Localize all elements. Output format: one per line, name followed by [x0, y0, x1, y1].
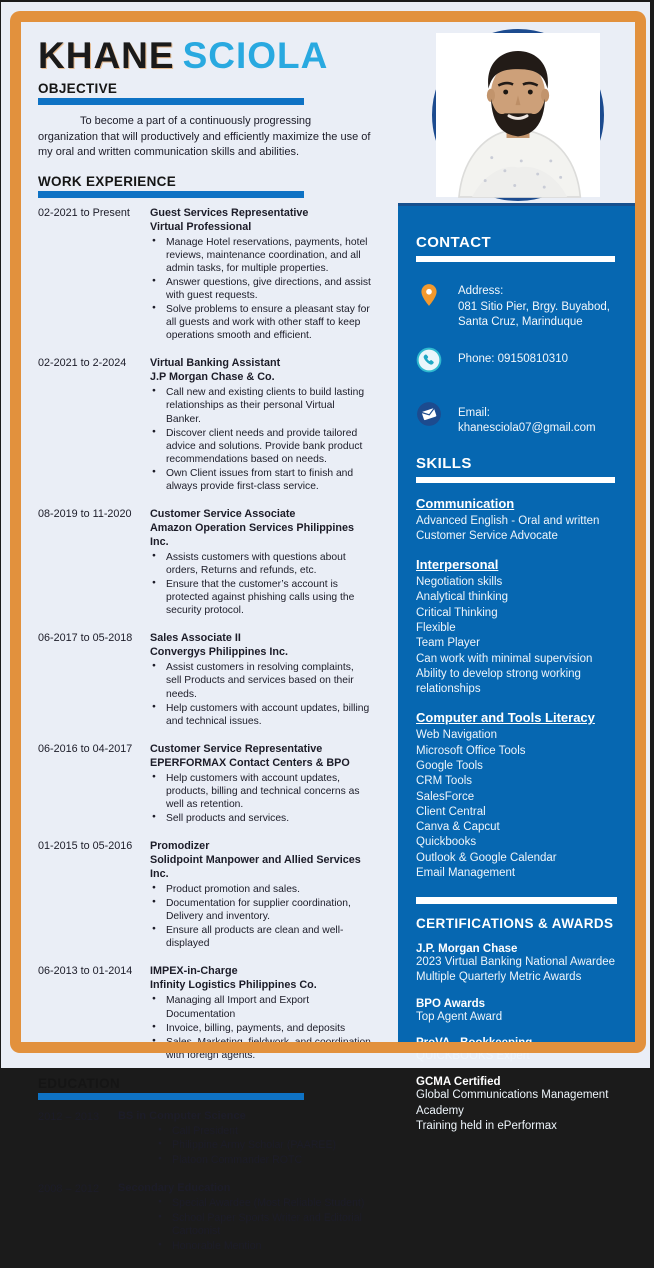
job-bullets	[152, 994, 371, 1061]
work-entry-dates: 01-2015 to 05-2016	[38, 840, 133, 852]
job-bullet: ● Documentation for supplier coordination, Delivery and inventory.	[152, 897, 371, 923]
job-company: Convergys Philippines Inc.	[150, 646, 288, 659]
contact-heading: CONTACT	[416, 234, 492, 251]
work-entry	[38, 631, 371, 728]
skills-section	[416, 455, 620, 882]
job-bullet: ● Invoice, billing, payments, and deposits	[152, 1022, 371, 1035]
work-entry-body	[150, 631, 371, 728]
work-entry-body	[150, 206, 371, 344]
job-bullets	[152, 236, 371, 343]
contact-address-row	[416, 282, 620, 331]
skill-group-title: Communication	[416, 495, 515, 511]
job-bullets	[152, 386, 371, 493]
contact-phone-row	[416, 347, 620, 373]
certification-title: J.P. Morgan Chase	[416, 943, 518, 956]
skill-item: CRM Tools	[416, 775, 473, 788]
job-title: Guest Services Representative	[150, 206, 309, 219]
work-entry-dates: 06-2016 to 04-2017	[38, 742, 133, 755]
objective-heading: OBJECTIVE	[38, 80, 118, 96]
work-entry-body	[150, 964, 371, 1062]
education-entry	[38, 1110, 371, 1168]
candidate-name	[38, 36, 371, 76]
contact-underline	[416, 256, 615, 262]
certification-line: Global Communications Management Academy	[416, 1089, 609, 1117]
objective-text: To become a part of a continuously progressing organization that will productively and efficiently maximize the use of my oral and written communication skills and abilities.	[38, 114, 371, 159]
work-entry-body	[150, 507, 371, 618]
work-entry	[38, 839, 371, 951]
certifications-list	[416, 943, 620, 1134]
job-company: Virtual Professional	[150, 220, 252, 233]
job-title: Customer Service Representative	[150, 742, 323, 755]
skill-item: Team Player	[416, 637, 480, 650]
skills-groups	[416, 496, 620, 882]
education-list	[38, 1110, 371, 1254]
skill-group	[416, 496, 620, 545]
job-bullet: ● Assists customers with questions about orders, Returns and refunds, etc.	[152, 551, 371, 577]
skill-item: Quickbooks	[416, 836, 477, 849]
skill-item: Client Central	[416, 805, 486, 818]
skill-item: Customer Service Advocate	[416, 529, 558, 542]
skill-item: Critical Thinking	[416, 606, 498, 619]
job-bullet: ● Ensure that the customer’s account is protected against phishing calls using the security protocol.	[152, 578, 371, 617]
job-bullet: ● Answer questions, give directions, and assist with guest requests.	[152, 276, 371, 302]
work-entry-dates: 06-2017 to 05-2018	[38, 632, 133, 645]
work-experience-heading: WORK EXPERIENCE	[38, 173, 177, 189]
certification-entry	[416, 1037, 620, 1064]
skill-group	[416, 557, 620, 697]
job-bullet: ● Help customers with account updates, billing and technical issues.	[152, 702, 371, 728]
certification-entry	[416, 998, 620, 1025]
education-entry	[38, 1182, 371, 1254]
education-title: Secondary Education	[118, 1182, 231, 1195]
skill-item: Microsoft Office Tools	[416, 744, 526, 757]
education-bullet: ● School Paper Sports Writer and Editorial Cartoonist	[158, 1212, 371, 1239]
skill-group-title: Interpersonal	[416, 557, 499, 573]
certification-title: ProVA - Bookkeeping	[416, 1037, 533, 1050]
education-entry-dates: 2012 – 2013	[38, 1110, 100, 1123]
job-company: Amazon Operation Services Philippines Inc.	[150, 521, 354, 548]
contact-email-row	[416, 401, 620, 437]
resume-paper	[1, 2, 650, 1252]
education-underline	[38, 1093, 304, 1100]
work-entry-body	[150, 356, 371, 494]
main-column	[38, 36, 371, 1268]
certification-line: QUICKBOOKS Expert	[416, 1050, 530, 1063]
skill-item: Outlook & Google Calendar	[416, 851, 557, 864]
job-company: Infinity Logistics Philippines Co.	[150, 979, 317, 992]
skill-item: Ability to develop strong working relationships	[416, 667, 581, 696]
work-entry-dates: 02-2021 to 2-2024	[38, 357, 127, 370]
skill-group	[416, 710, 620, 881]
job-bullet: ● Product promotion and sales.	[152, 883, 371, 896]
certification-title: GCMA Certified	[416, 1076, 501, 1089]
skill-item: Web Navigation	[416, 729, 497, 742]
skills-heading: SKILLS	[416, 454, 472, 472]
email-icon	[416, 401, 442, 427]
job-bullet: ● Own Client issues from start to finish and always provide first-class service.	[152, 467, 371, 493]
work-experience-underline	[38, 191, 304, 198]
job-bullet: ● Assist customers in resolving complaints, sell Products and services based on their needs.	[152, 661, 371, 700]
job-company: J.P Morgan Chase & Co.	[150, 371, 275, 384]
education-entry-body	[118, 1110, 371, 1168]
first-name: KHANE	[38, 35, 175, 76]
job-bullets	[152, 772, 371, 825]
profile-photo	[432, 29, 604, 201]
job-title: Virtual Banking Assistant	[150, 357, 281, 370]
contact-address-text	[458, 282, 610, 331]
certification-line: Top Agent Award	[416, 1010, 503, 1023]
work-experience-list	[38, 206, 371, 1063]
job-bullet: ● Call new and existing clients to build lasting relationships as their personal Virtual Banker.	[152, 386, 371, 425]
contact-rows	[416, 282, 620, 437]
job-title: Customer Service Associate	[150, 507, 296, 520]
certification-entry	[416, 943, 620, 986]
phone-icon	[416, 347, 442, 373]
job-title: IMPEX-in-Charge	[150, 965, 238, 978]
job-bullet: ● Sales, Marketing, fieldwork, and coordination with foreign agents.	[152, 1036, 371, 1062]
address-line: 081 Sitio Pier, Brgy. Buyabod,	[458, 300, 610, 313]
education-bullet: ● Honorable Mention	[158, 1240, 371, 1253]
work-entry-dates: 02-2021 to Present	[38, 206, 130, 219]
job-bullet: ● Managing all Import and Export Documentation	[152, 994, 371, 1020]
education-title: BS in Computer Science	[118, 1109, 246, 1122]
skill-item: Flexible	[416, 621, 456, 634]
job-company: Solidpoint Manpower and Allied Services Inc.	[150, 854, 361, 881]
work-entry-body	[150, 839, 371, 951]
skill-item: Analytical thinking	[416, 591, 509, 604]
skill-item: Google Tools	[416, 759, 483, 772]
work-entry	[38, 356, 371, 494]
job-bullet: ● Discover client needs and provide tailored advice and solutions. Provide bank product recommendations based on needs.	[152, 427, 371, 466]
contact-phone-text: Phone: 09150810310	[458, 352, 568, 365]
work-entry	[38, 507, 371, 618]
job-bullet: ● Solve problems to ensure a pleasant stay for all guests and work with other staff to keep operations smooth and efficient.	[152, 303, 371, 342]
skill-item: Negotiation skills	[416, 576, 503, 589]
job-bullets	[152, 661, 371, 727]
certifications-heading: CERTIFICATIONS & AWARDS	[416, 916, 614, 932]
certification-entry	[416, 1076, 620, 1134]
education-bullets	[158, 1125, 371, 1167]
education-bullet: ● Platoon Commander ROTC	[158, 1154, 371, 1167]
certification-line: 2023 Virtual Banking National Awardee	[416, 956, 616, 969]
skills-underline	[416, 477, 615, 483]
certifications-divider	[416, 897, 617, 904]
skill-item: SalesForce	[416, 790, 475, 803]
education-entry-body	[118, 1182, 371, 1254]
work-entry	[38, 206, 371, 344]
education-bullet: ● Special Awardee (Most Reliable Student)	[158, 1197, 371, 1210]
skill-item: Email Management	[416, 866, 516, 879]
education-entry-dates: 2008 – 2012	[38, 1183, 100, 1196]
job-bullet: ● Manage Hotel reservations, payments, hotel reviews, maintenance coordination, and all admin tasks, for multiple properties.	[152, 236, 371, 275]
job-bullet: ● Help customers with account updates, products, billing and technical concerns as well as retention.	[152, 772, 371, 811]
sidebar	[398, 203, 638, 1132]
address-line: Santa Cruz, Marinduque	[458, 316, 583, 329]
address-label: Address:	[458, 285, 504, 297]
work-entry-dates: 08-2019 to 11-2020	[38, 507, 132, 520]
certification-title: BPO Awards	[416, 997, 486, 1010]
last-name: SCIOLA	[182, 35, 329, 76]
education-bullet: ● Philippine Army Scholar (PAAREE)	[158, 1139, 371, 1152]
contact-email-text: Email: khanesciola07@gmail.com	[458, 406, 596, 435]
job-bullet: ● Ensure all products are clean and well-displayed	[152, 924, 371, 950]
job-bullets	[152, 551, 371, 617]
skill-item: Advanced English - Oral and written	[416, 514, 600, 527]
job-company: EPERFORMAX Contact Centers & BPO	[150, 756, 350, 769]
job-bullets	[152, 883, 371, 950]
skill-item: Canva & Capcut	[416, 821, 500, 834]
work-entry	[38, 742, 371, 826]
skill-item: Can work with minimal supervision	[416, 652, 593, 665]
certification-line: Training held in ePerformax	[416, 1119, 557, 1132]
education-bullet: ● Call President	[158, 1125, 371, 1138]
certification-line: Multiple Quarterly Metric Awards	[416, 971, 582, 984]
education-bullets	[158, 1197, 371, 1253]
work-entry-body	[150, 742, 371, 826]
job-title: Sales Associate II	[150, 632, 241, 645]
work-entry	[38, 964, 371, 1062]
work-entry-dates: 06-2013 to 01-2014	[38, 965, 133, 978]
objective-underline	[38, 98, 304, 105]
job-bullet: ● Sell products and services.	[152, 812, 371, 825]
location-pin-icon	[416, 282, 442, 308]
education-heading: EDUCATION	[38, 1075, 120, 1091]
skill-group-title: Computer and Tools Literacy	[416, 710, 595, 726]
job-title: Promodizer	[150, 840, 210, 852]
address-lines	[458, 300, 610, 331]
